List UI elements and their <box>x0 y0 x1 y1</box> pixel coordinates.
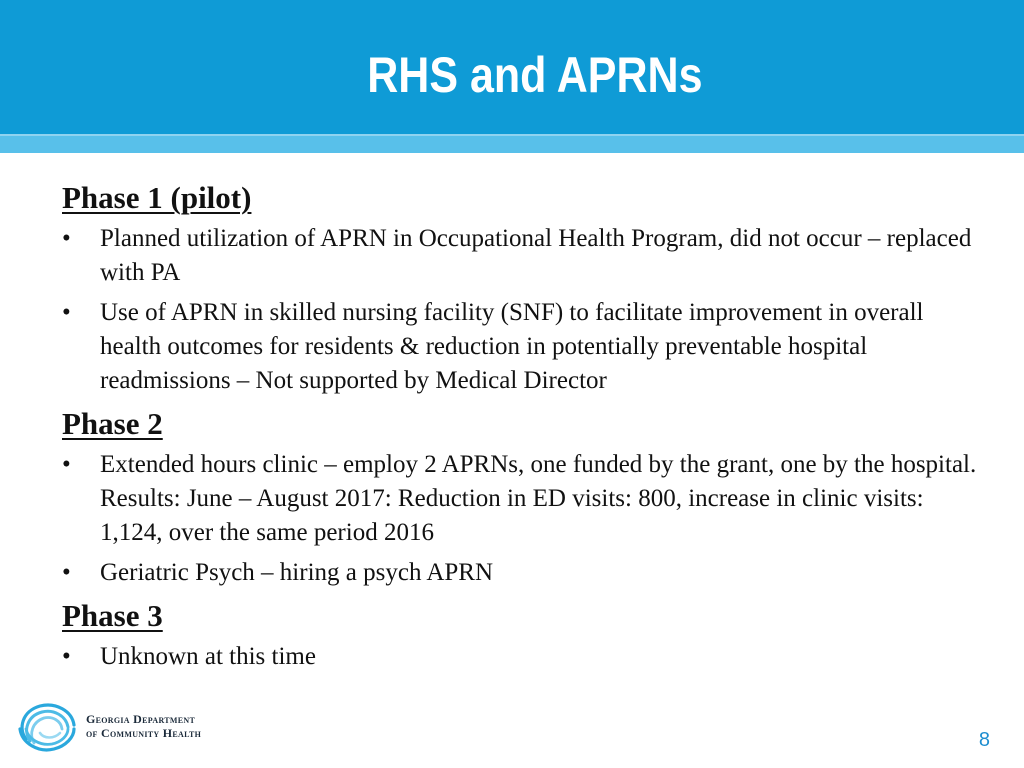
phase-1-heading: Phase 1 (pilot) <box>62 180 252 215</box>
bullet-text: Geriatric Psych – hiring a psych APRN <box>100 559 494 586</box>
bullet-icon: • <box>62 225 71 252</box>
list-item <box>62 556 982 590</box>
header-bar <box>0 0 1024 134</box>
phase-2-list <box>62 448 982 590</box>
bullet-text: Planned utilization of APRN in Occupational Health Program, did not occur – replaced with PA <box>100 225 972 286</box>
logo-wordmark <box>86 712 201 740</box>
slide-content <box>62 178 982 680</box>
bullet-text: Use of APRN in skilled nursing facility (SNF) to facilitate improvement in overall health outcomes for residents & reduction in potentially preventable hospital readmissions – Not supported by Medical Director <box>100 299 924 394</box>
logo-line-2: of Community Health <box>86 726 202 740</box>
bullet-icon: • <box>62 299 71 326</box>
bullet-text: Unknown at this time <box>100 643 316 670</box>
dch-logo <box>16 699 246 755</box>
phase-3-list <box>62 640 982 674</box>
swirl-logo-icon <box>16 699 78 755</box>
list-item <box>62 296 982 398</box>
bullet-text: Extended hours clinic – employ 2 APRNs, one funded by the grant, one by the hospital. Results: June – August 2017: Reduction in ED visits: 800, increase in clinic visits: 1,124, over the same period 2016 <box>100 451 977 546</box>
bullet-icon: • <box>62 559 71 586</box>
page-number: 8 <box>978 729 990 751</box>
list-item <box>62 640 982 674</box>
bullet-icon: • <box>62 643 71 670</box>
phase-3-heading: Phase 3 <box>62 598 163 633</box>
header-stripe <box>0 136 1024 153</box>
logo-line-1: Georgia Department <box>86 712 196 726</box>
bullet-icon: • <box>62 451 71 478</box>
list-item <box>62 448 982 550</box>
list-item <box>62 222 982 290</box>
slide-title: RHS and APRNs <box>367 47 703 103</box>
phase-2-heading: Phase 2 <box>62 406 163 441</box>
phase-1-list <box>62 222 982 398</box>
